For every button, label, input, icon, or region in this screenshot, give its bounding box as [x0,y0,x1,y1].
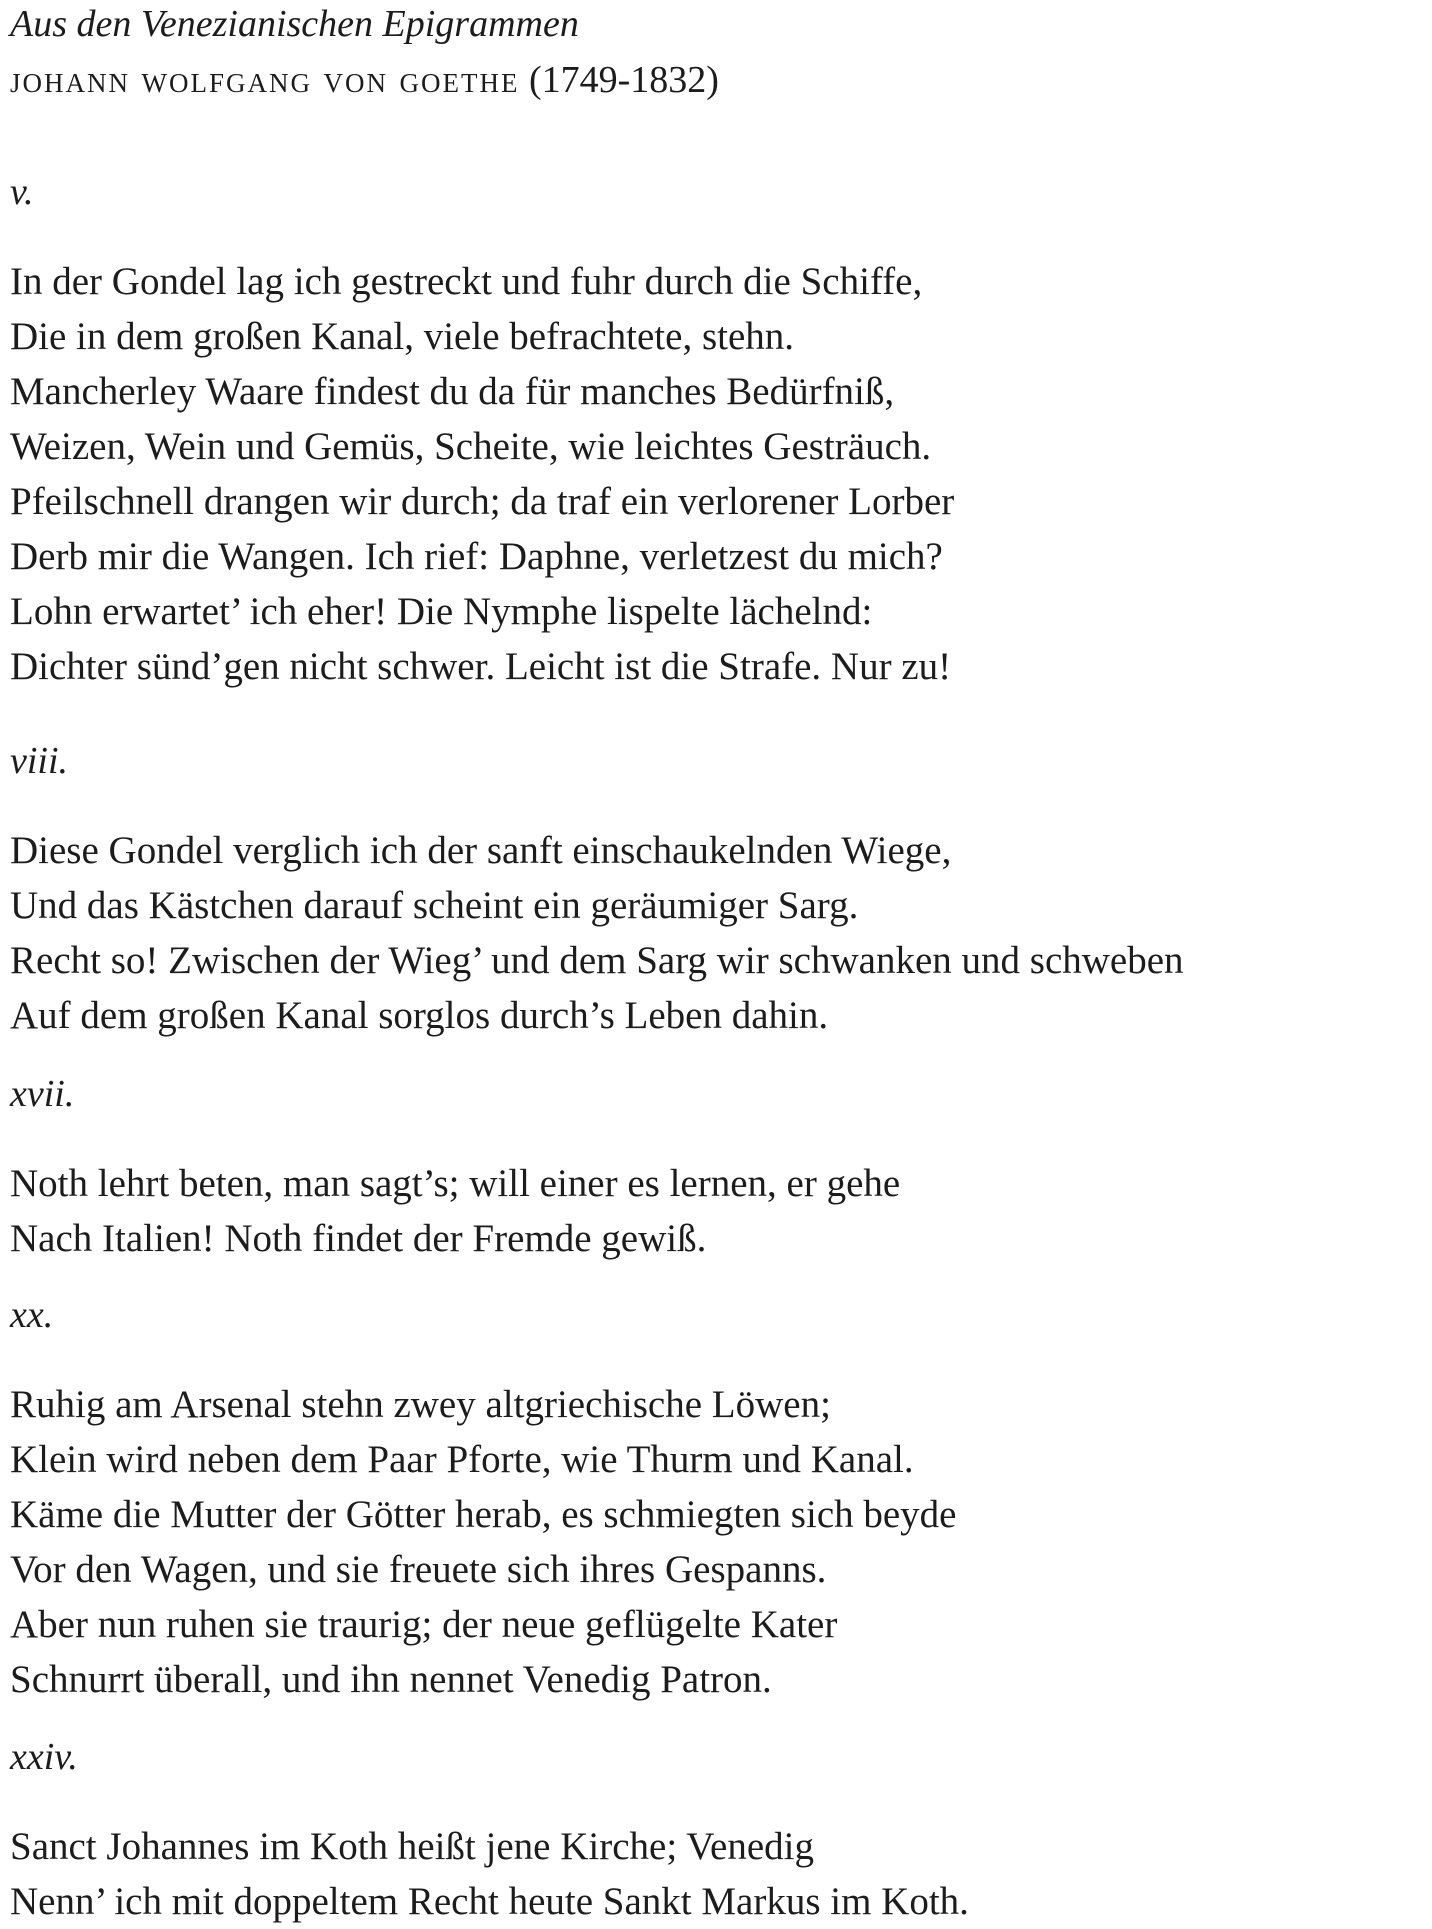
verse-line: Aber nun ruhen sie traurig; der neue geflügelte Kater [10,1603,838,1646]
verse-line: Sanct Johannes im Koth heißt jene Kirche; Venedig [10,1825,815,1868]
verse-line: Weizen, Wein und Gemüs, Scheite, wie leichtes Gesträuch. [10,425,932,468]
epigram-section [10,1291,1420,1707]
author-dates: (1749-1832) [528,59,719,101]
epigram-section [10,1733,1420,1929]
verse-line: Auf dem großen Kanal sorglos durch’s Leben dahin. [10,994,829,1037]
poem-title: Aus den Venezianischen Epigrammen [10,3,579,45]
author-line [10,56,719,104]
verse-line: Die in dem großen Kanal, viele befrachtete, stehn. [10,315,795,358]
verse-line: Käme die Mutter der Götter herab, es schmiegten sich beyde [10,1493,957,1536]
epigram-number: xx. [10,1294,54,1336]
verse-line: Recht so! Zwischen der Wieg’ und dem Sarg wir schwanken und schweben [10,939,1184,982]
verse-line: Pfeilschnell drangen wir durch; da traf ein verlorener Lorber [10,480,955,523]
verse-line: Nach Italien! Noth findet der Fremde gewiß. [10,1217,707,1260]
epigram-number: viii. [10,740,69,782]
epigram-lines [10,1377,1420,1707]
author-name: johann wolfgang von goethe [10,59,520,101]
verse-line: Lohn erwartet’ ich eher! Die Nymphe lispelte lächelnd: [10,590,873,633]
verse-line: Derb mir die Wangen. Ich rief: Daphne, verletzest du mich? [10,535,943,578]
epigram-number: v. [10,171,34,213]
verse-line: Ruhig am Arsenal stehn zwey altgriechische Löwen; [10,1383,831,1426]
verse-line: Schnurrt überall, und ihn nennet Venedig Patron. [10,1658,772,1701]
verse-line: In der Gondel lag ich gestreckt und fuhr durch die Schiffe, [10,260,923,303]
verse-line: Und das Kästchen darauf scheint ein geräumiger Sarg. [10,884,859,927]
verse-line: Klein wird neben dem Paar Pforte, wie Thurm und Kanal. [10,1438,914,1481]
epigram-section [10,168,1420,694]
epigram-number: xvii. [10,1073,75,1115]
epigram-lines [10,1156,1420,1266]
epigram-number: xxiv. [10,1736,78,1778]
epigram-lines [10,254,1420,694]
epigram-lines [10,1819,1420,1929]
verse-line: Diese Gondel verglich ich der sanft einschaukelnden Wiege, [10,829,952,872]
verse-line: Nenn’ ich mit doppeltem Recht heute Sankt Markus im Koth. [10,1880,969,1923]
epigram-section [10,737,1420,1043]
epigram-lines [10,823,1420,1043]
verse-line: Dichter sünd’gen nicht schwer. Leicht ist die Strafe. Nur zu! [10,645,952,688]
epigram-section [10,1070,1420,1266]
verse-line: Mancherley Waare findest du da für manches Bedürfniß, [10,370,895,413]
verse-line: Noth lehrt beten, man sagt’s; will einer es lernen, er gehe [10,1162,901,1205]
verse-line: Vor den Wagen, und sie freuete sich ihres Gespanns. [10,1548,827,1591]
